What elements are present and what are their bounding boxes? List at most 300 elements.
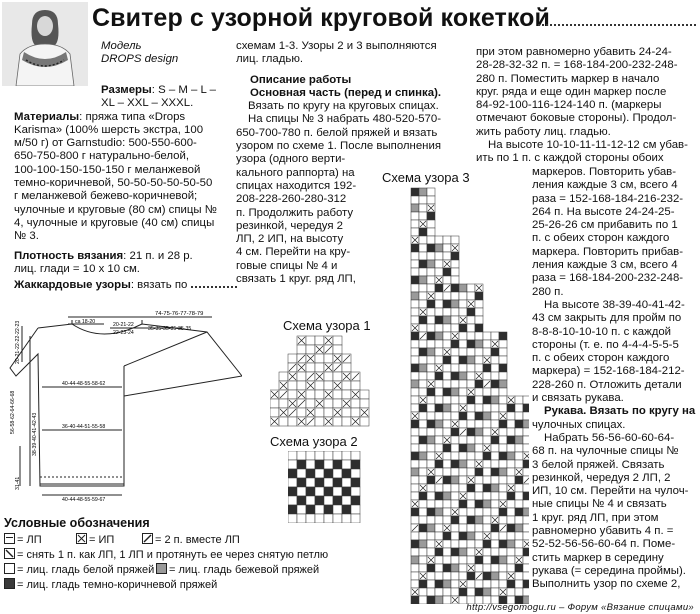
chart-cell bbox=[324, 514, 333, 523]
chart-cell bbox=[351, 469, 360, 478]
skpo-symbol-icon bbox=[4, 548, 15, 559]
footer-watermark: http://vsegomogu.ru – Форум «Вязание спицами» bbox=[466, 602, 694, 613]
dark-yarn-symbol-icon bbox=[4, 578, 15, 589]
chart-cell bbox=[483, 516, 491, 524]
chart-cell bbox=[459, 516, 467, 524]
chart-cell bbox=[411, 516, 419, 524]
chart-cell bbox=[435, 564, 443, 572]
chart-cell bbox=[483, 396, 491, 404]
chart-cell bbox=[451, 460, 459, 468]
chart-cell bbox=[499, 468, 507, 476]
chart-cell bbox=[427, 348, 435, 356]
chart-cell bbox=[459, 460, 467, 468]
right-line: 1 круг. ряд ЛП, при этом bbox=[532, 511, 659, 524]
chart-cell bbox=[443, 452, 451, 460]
chart-cell bbox=[523, 556, 529, 564]
chart-cell bbox=[475, 508, 483, 516]
chart-cell bbox=[324, 354, 333, 363]
right-line: равномерно убавить 4 п. = bbox=[532, 525, 674, 538]
chart-cell bbox=[427, 220, 435, 228]
right-line: На высоте 10-10-11-11-12-12 см убав- bbox=[488, 139, 688, 152]
chart-cell bbox=[459, 284, 467, 292]
chart-cell bbox=[435, 244, 443, 252]
chart-cell bbox=[435, 420, 443, 428]
dim-armhole: 20-21-22-22-22-23 bbox=[15, 320, 21, 364]
right-line: ИП, 10 см. Перейти на чулоч- bbox=[532, 485, 689, 498]
chart-cell bbox=[523, 428, 529, 436]
chart-cell bbox=[427, 212, 435, 220]
chart-cell bbox=[523, 412, 529, 420]
density-line2: лиц. глади = 10 х 10 см. bbox=[14, 262, 140, 275]
legend-beige bbox=[156, 563, 319, 577]
chart-cell bbox=[467, 420, 475, 428]
chart-cell bbox=[451, 532, 459, 540]
chart-cell bbox=[459, 484, 467, 492]
right-line: маркера) = 152-168-184-212- bbox=[532, 365, 685, 378]
middle-line: узора (одного верти- bbox=[236, 153, 346, 166]
right-line: 43 см закрыть для пройм по bbox=[532, 312, 682, 325]
chart-cell bbox=[427, 548, 435, 556]
chart-cell bbox=[443, 492, 451, 500]
chart-cell bbox=[411, 428, 419, 436]
middle-line: ЛП, 2 ИП, на высоту bbox=[236, 233, 344, 246]
chart-cell bbox=[419, 236, 427, 244]
right-line: рукава (= середина проймы). bbox=[532, 564, 686, 577]
chart-cell bbox=[427, 300, 435, 308]
middle-line: 4 см. Перейти на кру- bbox=[236, 246, 351, 259]
chart-cell bbox=[411, 548, 419, 556]
chart-cell bbox=[279, 372, 288, 381]
chart-cell bbox=[427, 436, 435, 444]
chart-cell bbox=[419, 372, 427, 380]
right-line: 68 п. на чулочные спицы № bbox=[532, 445, 679, 458]
chart-cell bbox=[419, 508, 427, 516]
chart-cell bbox=[435, 236, 443, 244]
chart-cell bbox=[443, 340, 451, 348]
right-line: отмечают боковые стороны). Продол- bbox=[476, 112, 677, 125]
right-line: при этом равномерно убавить 24-24- bbox=[476, 46, 672, 58]
chart-cell bbox=[491, 476, 499, 484]
chart-cell bbox=[507, 452, 515, 460]
chart-cell bbox=[306, 469, 315, 478]
chart-cell bbox=[483, 588, 491, 596]
chart-cell bbox=[411, 572, 419, 580]
chart-cell bbox=[483, 436, 491, 444]
middle-line: п. Продолжить работу bbox=[236, 206, 354, 219]
chart-cell bbox=[333, 496, 342, 505]
chart-cell bbox=[411, 244, 419, 252]
chart-cell bbox=[483, 500, 491, 508]
chart-cell bbox=[435, 292, 443, 300]
chart-cell bbox=[507, 404, 515, 412]
chart-cell bbox=[459, 388, 467, 396]
chart-cell bbox=[427, 460, 435, 468]
chart-cell bbox=[451, 364, 459, 372]
chart-cell bbox=[515, 572, 523, 580]
legend-skpo bbox=[4, 548, 328, 562]
chart-cell bbox=[459, 476, 467, 484]
sizes-label: Размеры bbox=[101, 84, 152, 96]
chart-cell bbox=[315, 514, 324, 523]
chart-cell bbox=[483, 492, 491, 500]
chart-cell bbox=[351, 478, 360, 487]
chart-cell bbox=[419, 492, 427, 500]
chart-cell bbox=[515, 588, 523, 596]
chart-cell bbox=[342, 363, 351, 372]
chart-cell bbox=[475, 524, 483, 532]
right-line: 3 белой пряжей. Связать bbox=[532, 458, 665, 471]
middle-line: спицах находится 192- bbox=[236, 179, 357, 192]
chart-cell bbox=[475, 364, 483, 372]
chart-cell bbox=[315, 408, 324, 417]
chart-cell bbox=[306, 514, 315, 523]
chart-cell bbox=[419, 428, 427, 436]
chart-cell bbox=[419, 252, 427, 260]
chart-cell bbox=[419, 316, 427, 324]
chart-cell bbox=[491, 484, 499, 492]
chart-cell bbox=[467, 316, 475, 324]
chart-cell bbox=[435, 508, 443, 516]
chart-cell bbox=[342, 514, 351, 523]
chart-cell bbox=[451, 300, 459, 308]
chart-cell bbox=[491, 356, 499, 364]
chart-cell bbox=[475, 484, 483, 492]
chart-cell bbox=[483, 348, 491, 356]
chart-cell bbox=[499, 396, 507, 404]
chart-cell bbox=[507, 420, 515, 428]
purl-symbol-icon bbox=[76, 533, 87, 544]
chart-cell bbox=[306, 336, 315, 345]
chart-cell bbox=[507, 588, 515, 596]
chart-cell bbox=[451, 380, 459, 388]
chart-cell bbox=[443, 428, 451, 436]
chart-cell bbox=[435, 428, 443, 436]
chart-cell bbox=[515, 444, 523, 452]
chart-cell bbox=[491, 524, 499, 532]
chart-cell bbox=[451, 548, 459, 556]
chart-cell bbox=[523, 444, 529, 452]
chart-cell bbox=[475, 324, 483, 332]
materials-line: темно-коричневой, 50-50-50-50-50-50 bbox=[14, 177, 213, 190]
chart-cell bbox=[435, 524, 443, 532]
chart-cell bbox=[499, 444, 507, 452]
chart-cell bbox=[467, 500, 475, 508]
chart-cell bbox=[491, 532, 499, 540]
materials-label: Материалы bbox=[14, 110, 80, 123]
chart-cell bbox=[483, 580, 491, 588]
chart-cell bbox=[451, 468, 459, 476]
chart-cell bbox=[483, 340, 491, 348]
chart-cell bbox=[459, 532, 467, 540]
chart-cell bbox=[451, 236, 459, 244]
chart-cell bbox=[499, 476, 507, 484]
chart-cell bbox=[515, 460, 523, 468]
chart-cell bbox=[507, 524, 515, 532]
chart-cell bbox=[467, 308, 475, 316]
chart-cell bbox=[507, 436, 515, 444]
chart-cell bbox=[491, 588, 499, 596]
chart-cell bbox=[515, 516, 523, 524]
chart-cell bbox=[459, 588, 467, 596]
chart-cell bbox=[333, 451, 342, 460]
chart-cell bbox=[467, 452, 475, 460]
chart-cell bbox=[435, 388, 443, 396]
chart-cell bbox=[475, 468, 483, 476]
right-line: маркеров. Повторить убав- bbox=[532, 166, 677, 178]
chart-cell bbox=[419, 556, 427, 564]
right-line: 280 п. Поместить маркер в начало bbox=[476, 72, 660, 85]
chart-cell bbox=[491, 404, 499, 412]
chart-cell bbox=[507, 564, 515, 572]
chart-cell bbox=[467, 540, 475, 548]
chart-cell bbox=[451, 476, 459, 484]
chart-cell bbox=[435, 500, 443, 508]
chart-cell bbox=[499, 372, 507, 380]
chart-cell bbox=[427, 340, 435, 348]
chart-cell bbox=[523, 396, 529, 404]
chart-cell bbox=[342, 460, 351, 469]
materials-line: м/50 г) от Garnstudio: 500-550-600- bbox=[14, 137, 197, 150]
chart-cell bbox=[499, 556, 507, 564]
chart-cell bbox=[459, 300, 467, 308]
chart-cell bbox=[411, 196, 419, 204]
dim-rib: 31-41 bbox=[15, 476, 21, 490]
chart-cell bbox=[342, 496, 351, 505]
chart-cell bbox=[342, 408, 351, 417]
chart-cell bbox=[315, 496, 324, 505]
chart-cell bbox=[288, 514, 297, 523]
chart-cell bbox=[419, 268, 427, 276]
jacquard-text: : вязать по bbox=[130, 279, 188, 292]
right-line: Набрать 56-56-60-60-64- bbox=[544, 431, 675, 444]
chart-cell bbox=[491, 508, 499, 516]
chart-cell bbox=[419, 284, 427, 292]
chart-cell bbox=[515, 508, 523, 516]
right-line: ления каждые 3 см, всего 4 bbox=[532, 179, 678, 192]
chart-cell bbox=[306, 487, 315, 496]
chart-cell bbox=[279, 417, 288, 426]
chart-cell bbox=[315, 417, 324, 426]
chart-cell bbox=[306, 390, 315, 399]
chart-cell bbox=[315, 469, 324, 478]
chart-cell bbox=[435, 252, 443, 260]
chart-cell bbox=[467, 348, 475, 356]
model-label: Модель bbox=[101, 40, 142, 52]
middle-line: схемам 1-3. Узоры 2 и 3 выполняются bbox=[236, 40, 437, 52]
chart-cell bbox=[443, 244, 451, 252]
chart-cell bbox=[515, 396, 523, 404]
chart-cell bbox=[411, 252, 419, 260]
legend-text: = лиц. гладь темно-коричневой пряжей bbox=[17, 579, 218, 591]
chart-cell bbox=[333, 505, 342, 514]
chart-cell bbox=[297, 496, 306, 505]
chart-cell bbox=[491, 420, 499, 428]
right-line: 264 п. На высоте 24-24-25- bbox=[532, 205, 675, 218]
chart-cell bbox=[467, 460, 475, 468]
chart-cell bbox=[351, 399, 360, 408]
chart-cell bbox=[459, 436, 467, 444]
chart-cell bbox=[419, 292, 427, 300]
chart-cell bbox=[419, 348, 427, 356]
chart-cell bbox=[333, 514, 342, 523]
middle-line: узором по схеме 1. После выполнения bbox=[236, 140, 441, 153]
chart-cell bbox=[507, 532, 515, 540]
chart-cell bbox=[475, 564, 483, 572]
chart-cell bbox=[427, 412, 435, 420]
chart-cell bbox=[443, 564, 451, 572]
chart-cell bbox=[297, 451, 306, 460]
chart-cell bbox=[324, 381, 333, 390]
chart-cell bbox=[411, 492, 419, 500]
chart-cell bbox=[315, 451, 324, 460]
chart-cell bbox=[451, 540, 459, 548]
page-title: Свитер с узорной круговой кокеткой bbox=[92, 4, 550, 32]
chart-cell bbox=[467, 588, 475, 596]
chart-cell bbox=[451, 484, 459, 492]
chart-cell bbox=[435, 460, 443, 468]
chart-cell bbox=[411, 332, 419, 340]
chart-cell bbox=[523, 532, 529, 540]
chart-cell bbox=[411, 204, 419, 212]
chart-cell bbox=[435, 284, 443, 292]
chart-cell bbox=[483, 556, 491, 564]
chart-cell bbox=[491, 460, 499, 468]
chart-cell bbox=[507, 468, 515, 476]
chart-cell bbox=[475, 436, 483, 444]
chart-cell bbox=[427, 580, 435, 588]
chart-cell bbox=[419, 412, 427, 420]
middle-line: резинкой, чередуя 2 bbox=[236, 219, 344, 232]
right-text-column bbox=[476, 46, 698, 166]
chart-cell bbox=[324, 460, 333, 469]
chart-cell bbox=[451, 388, 459, 396]
chart-cell bbox=[523, 516, 529, 524]
chart-cell bbox=[459, 572, 467, 580]
chart-cell bbox=[475, 532, 483, 540]
chart-cell bbox=[324, 372, 333, 381]
chart-cell bbox=[443, 540, 451, 548]
right-line: На высоте 38-39-40-41-42- bbox=[544, 298, 685, 311]
chart-cell bbox=[491, 468, 499, 476]
chart-cell bbox=[467, 492, 475, 500]
chart-cell bbox=[411, 420, 419, 428]
chart-cell bbox=[315, 336, 324, 345]
chart-cell bbox=[427, 588, 435, 596]
chart-cell bbox=[499, 356, 507, 364]
chart-cell bbox=[515, 580, 523, 588]
chart-cell bbox=[351, 381, 360, 390]
chart-cell bbox=[507, 492, 515, 500]
right-line: ить по 1 п. с каждой стороны обоих bbox=[476, 152, 664, 165]
chart-cell bbox=[419, 588, 427, 596]
chart-cell bbox=[499, 364, 507, 372]
chart-cell bbox=[342, 469, 351, 478]
chart-cell bbox=[411, 372, 419, 380]
chart-cell bbox=[342, 487, 351, 496]
chart-cell bbox=[427, 396, 435, 404]
chart-cell bbox=[491, 372, 499, 380]
chart-cell bbox=[351, 514, 360, 523]
chart-cell bbox=[523, 508, 529, 516]
materials-line: № 3. bbox=[14, 230, 39, 243]
chart-cell bbox=[491, 564, 499, 572]
chart-cell bbox=[419, 468, 427, 476]
materials-line: : пряжа типа «Drops bbox=[79, 110, 186, 123]
chart-cell bbox=[427, 276, 435, 284]
body-subheading: Основная часть (перед и спинка). bbox=[250, 86, 442, 99]
chart-cell bbox=[427, 428, 435, 436]
chart-cell bbox=[419, 436, 427, 444]
chart-cell bbox=[483, 564, 491, 572]
chart-cell bbox=[451, 340, 459, 348]
scheme2-chart bbox=[288, 451, 366, 528]
chart-cell bbox=[491, 556, 499, 564]
chart-cell bbox=[411, 396, 419, 404]
chart-cell bbox=[435, 308, 443, 316]
chart-cell bbox=[451, 260, 459, 268]
chart-cell bbox=[483, 404, 491, 412]
chart-cell bbox=[443, 476, 451, 484]
chart-cell bbox=[475, 516, 483, 524]
chart-cell bbox=[288, 478, 297, 487]
chart-cell bbox=[459, 420, 467, 428]
chart-cell bbox=[483, 476, 491, 484]
chart-cell bbox=[427, 188, 435, 196]
chart-cell bbox=[523, 460, 529, 468]
chart-cell bbox=[427, 308, 435, 316]
dim-waist: 36-40-44-51-55-58 bbox=[62, 424, 106, 430]
chart-cell bbox=[419, 244, 427, 252]
legend-text: = лиц. гладь бежевой пряжей bbox=[169, 564, 320, 576]
chart-cell bbox=[435, 596, 443, 604]
chart-cell bbox=[515, 484, 523, 492]
chart-cell bbox=[419, 580, 427, 588]
chart-cell bbox=[443, 412, 451, 420]
chart-cell bbox=[419, 540, 427, 548]
chart-cell bbox=[459, 564, 467, 572]
density-text: : 21 п. и 28 р. bbox=[123, 249, 193, 262]
right-line: 8-8-8-10-10-10 п. с каждой bbox=[532, 325, 672, 338]
chart-cell bbox=[427, 572, 435, 580]
chart-cell bbox=[483, 572, 491, 580]
chart-cell bbox=[491, 580, 499, 588]
chart-cell bbox=[315, 478, 324, 487]
chart-cell bbox=[443, 500, 451, 508]
chart-cell bbox=[491, 500, 499, 508]
middle-line: лиц. гладью. bbox=[236, 53, 304, 66]
chart-cell bbox=[507, 548, 515, 556]
chart-cell bbox=[451, 404, 459, 412]
right-line: Выполнить узор по схеме 2, bbox=[532, 578, 681, 591]
chart-cell bbox=[467, 332, 475, 340]
scheme3-chart bbox=[383, 186, 529, 609]
chart-cell bbox=[451, 276, 459, 284]
chart-cell bbox=[451, 524, 459, 532]
chart-cell bbox=[297, 514, 306, 523]
chart-cell bbox=[435, 324, 443, 332]
chart-cell bbox=[419, 356, 427, 364]
chart-cell bbox=[475, 332, 483, 340]
materials-line: 650-750-800 г натурально-белой, bbox=[14, 150, 190, 163]
chart-cell bbox=[435, 556, 443, 564]
chart-cell bbox=[427, 500, 435, 508]
chart-cell bbox=[435, 380, 443, 388]
chart-cell bbox=[451, 284, 459, 292]
chart-cell bbox=[443, 420, 451, 428]
chart-cell bbox=[475, 412, 483, 420]
chart-cell bbox=[491, 332, 499, 340]
chart-cell bbox=[427, 444, 435, 452]
